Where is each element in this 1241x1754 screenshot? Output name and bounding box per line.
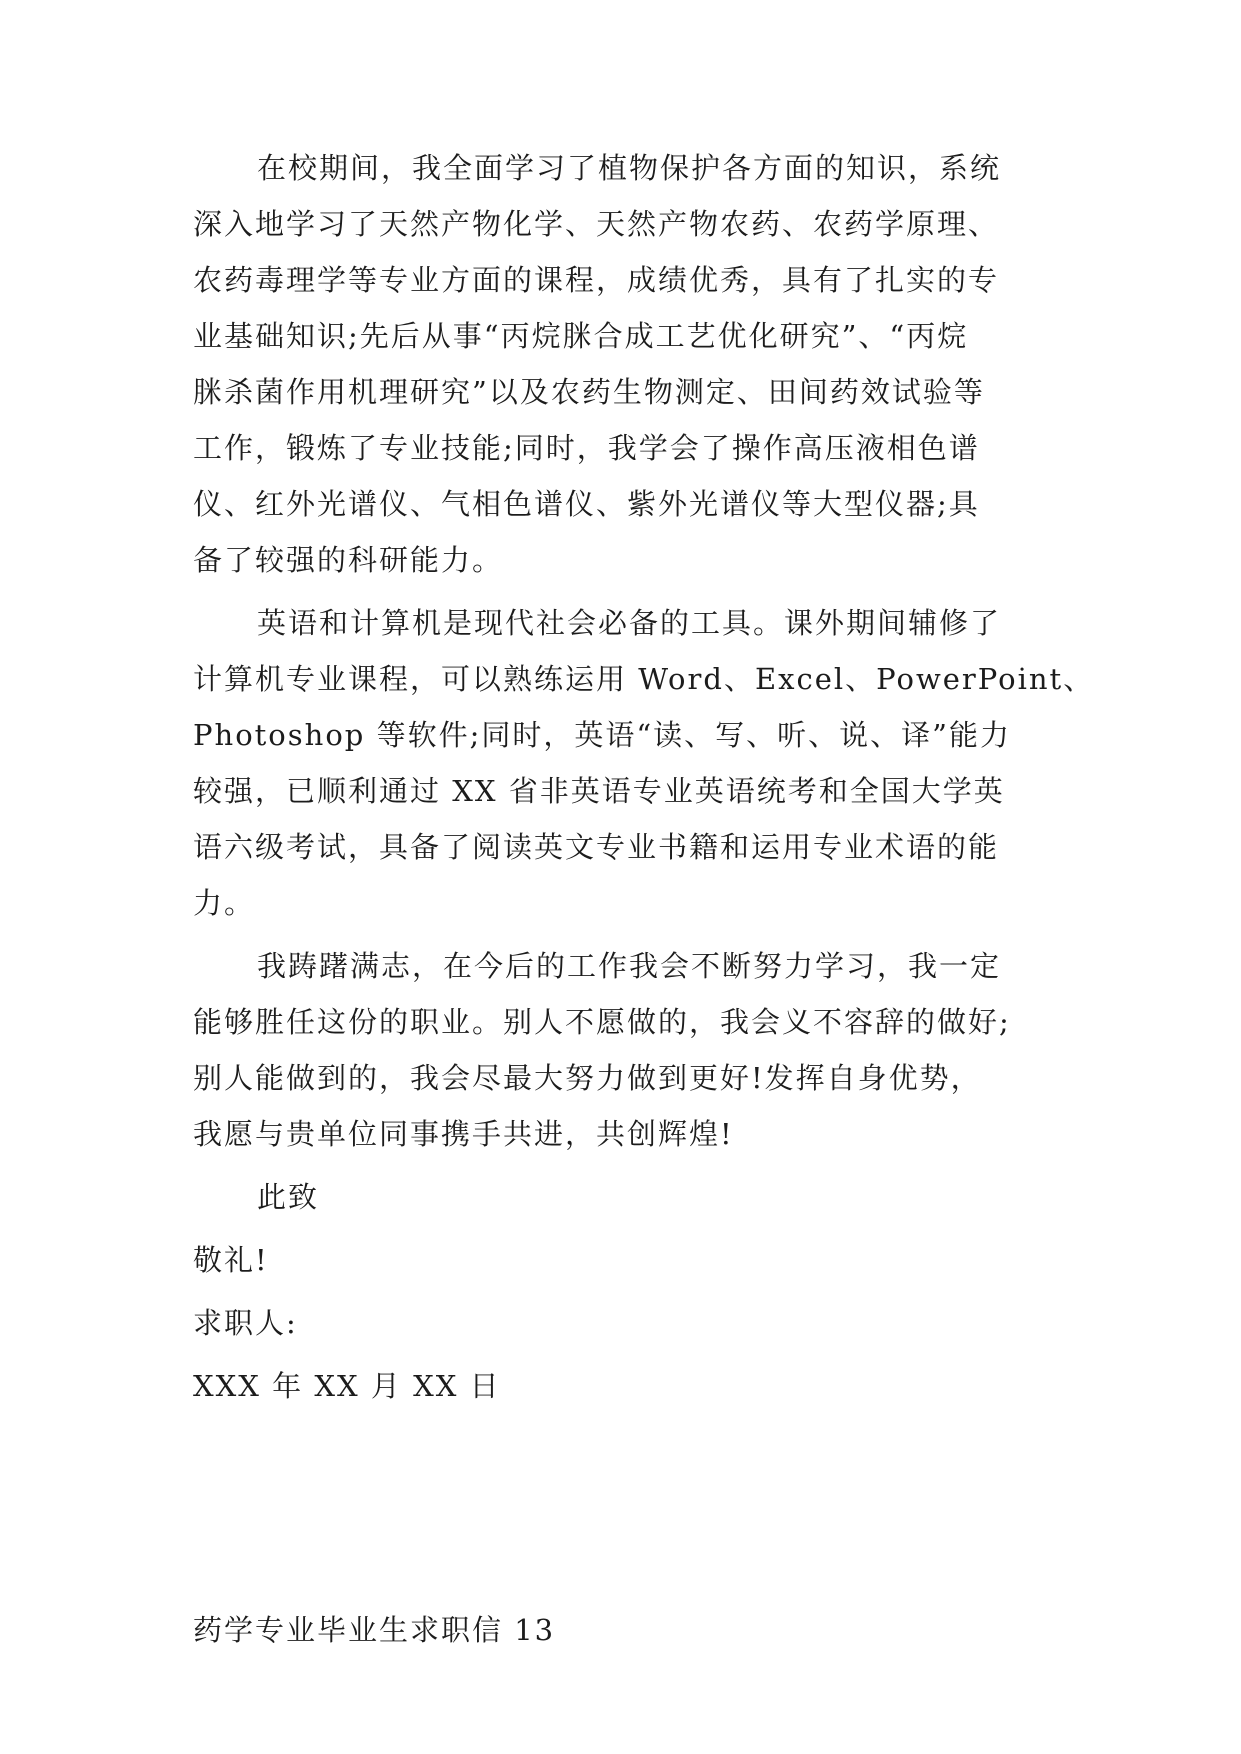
paragraph-1-line-5: 脒杀菌作用机理研究”以及农药生物测定、田间药效试验等 (193, 375, 985, 409)
paragraph-2-line-3: Photoshop 等软件;同时，英语“读、写、听、说、译”能力 (193, 718, 1011, 752)
paragraph-3-line-2: 能够胜任这份的职业。别人不愿做的，我会义不容辞的做好; (193, 1005, 1011, 1039)
paragraph-2-line-1: 英语和计算机是现代社会必备的工具。课外期间辅修了 (257, 606, 1002, 640)
paragraph-1-line-6: 工作，锻炼了专业技能;同时，我学会了操作高压液相色谱 (193, 431, 980, 465)
next-letter-heading: 药学专业毕业生求职信 13 (193, 1613, 556, 1647)
paragraph-2-line-2: 计算机专业课程，可以熟练运用 Word、Excel、PowerPoint、 (193, 662, 1095, 696)
paragraph-1-line-3: 农药毒理学等专业方面的课程，成绩优秀，具有了扎实的专 (193, 263, 1000, 297)
paragraph-3-line-1: 我踌躇满志，在今后的工作我会不断努力学习，我一定 (257, 949, 1002, 983)
paragraph-1-line-4: 业基础知识;先后从事“丙烷脒合成工艺优化研究”、“丙烷 (193, 319, 969, 353)
paragraph-1-line-8: 备了较强的科研能力。 (193, 543, 504, 577)
paragraph-3-line-3: 别人能做到的，我会尽最大努力做到更好!发挥自身优势， (193, 1061, 982, 1095)
salutation-text: 敬礼! (193, 1243, 269, 1277)
paragraph-2-line-4: 较强，已顺利通过 XX 省非英语专业英语统考和全国大学英 (193, 774, 1005, 808)
paragraph-2-line-6: 力。 (193, 886, 256, 920)
paragraph-1-line-2: 深入地学习了天然产物化学、天然产物农药、农药学原理、 (193, 207, 1000, 241)
paragraph-1-line-7: 仪、红外光谱仪、气相色谱仪、紫外光谱仪等大型仪器;具 (193, 487, 980, 521)
letter-date: XXX 年 XX 月 XX 日 (193, 1369, 501, 1403)
paragraph-1-line-1: 在校期间，我全面学习了植物保护各方面的知识，系统 (257, 151, 1002, 185)
paragraph-3-line-4: 我愿与贵单位同事携手共进，共创辉煌! (193, 1117, 734, 1151)
closing-text: 此致 (257, 1180, 320, 1214)
paragraph-2-line-5: 语六级考试，具备了阅读英文专业书籍和运用专业术语的能 (193, 830, 1000, 864)
letter-body (193, 0, 1095, 1403)
applicant-label: 求职人: (193, 1306, 298, 1340)
